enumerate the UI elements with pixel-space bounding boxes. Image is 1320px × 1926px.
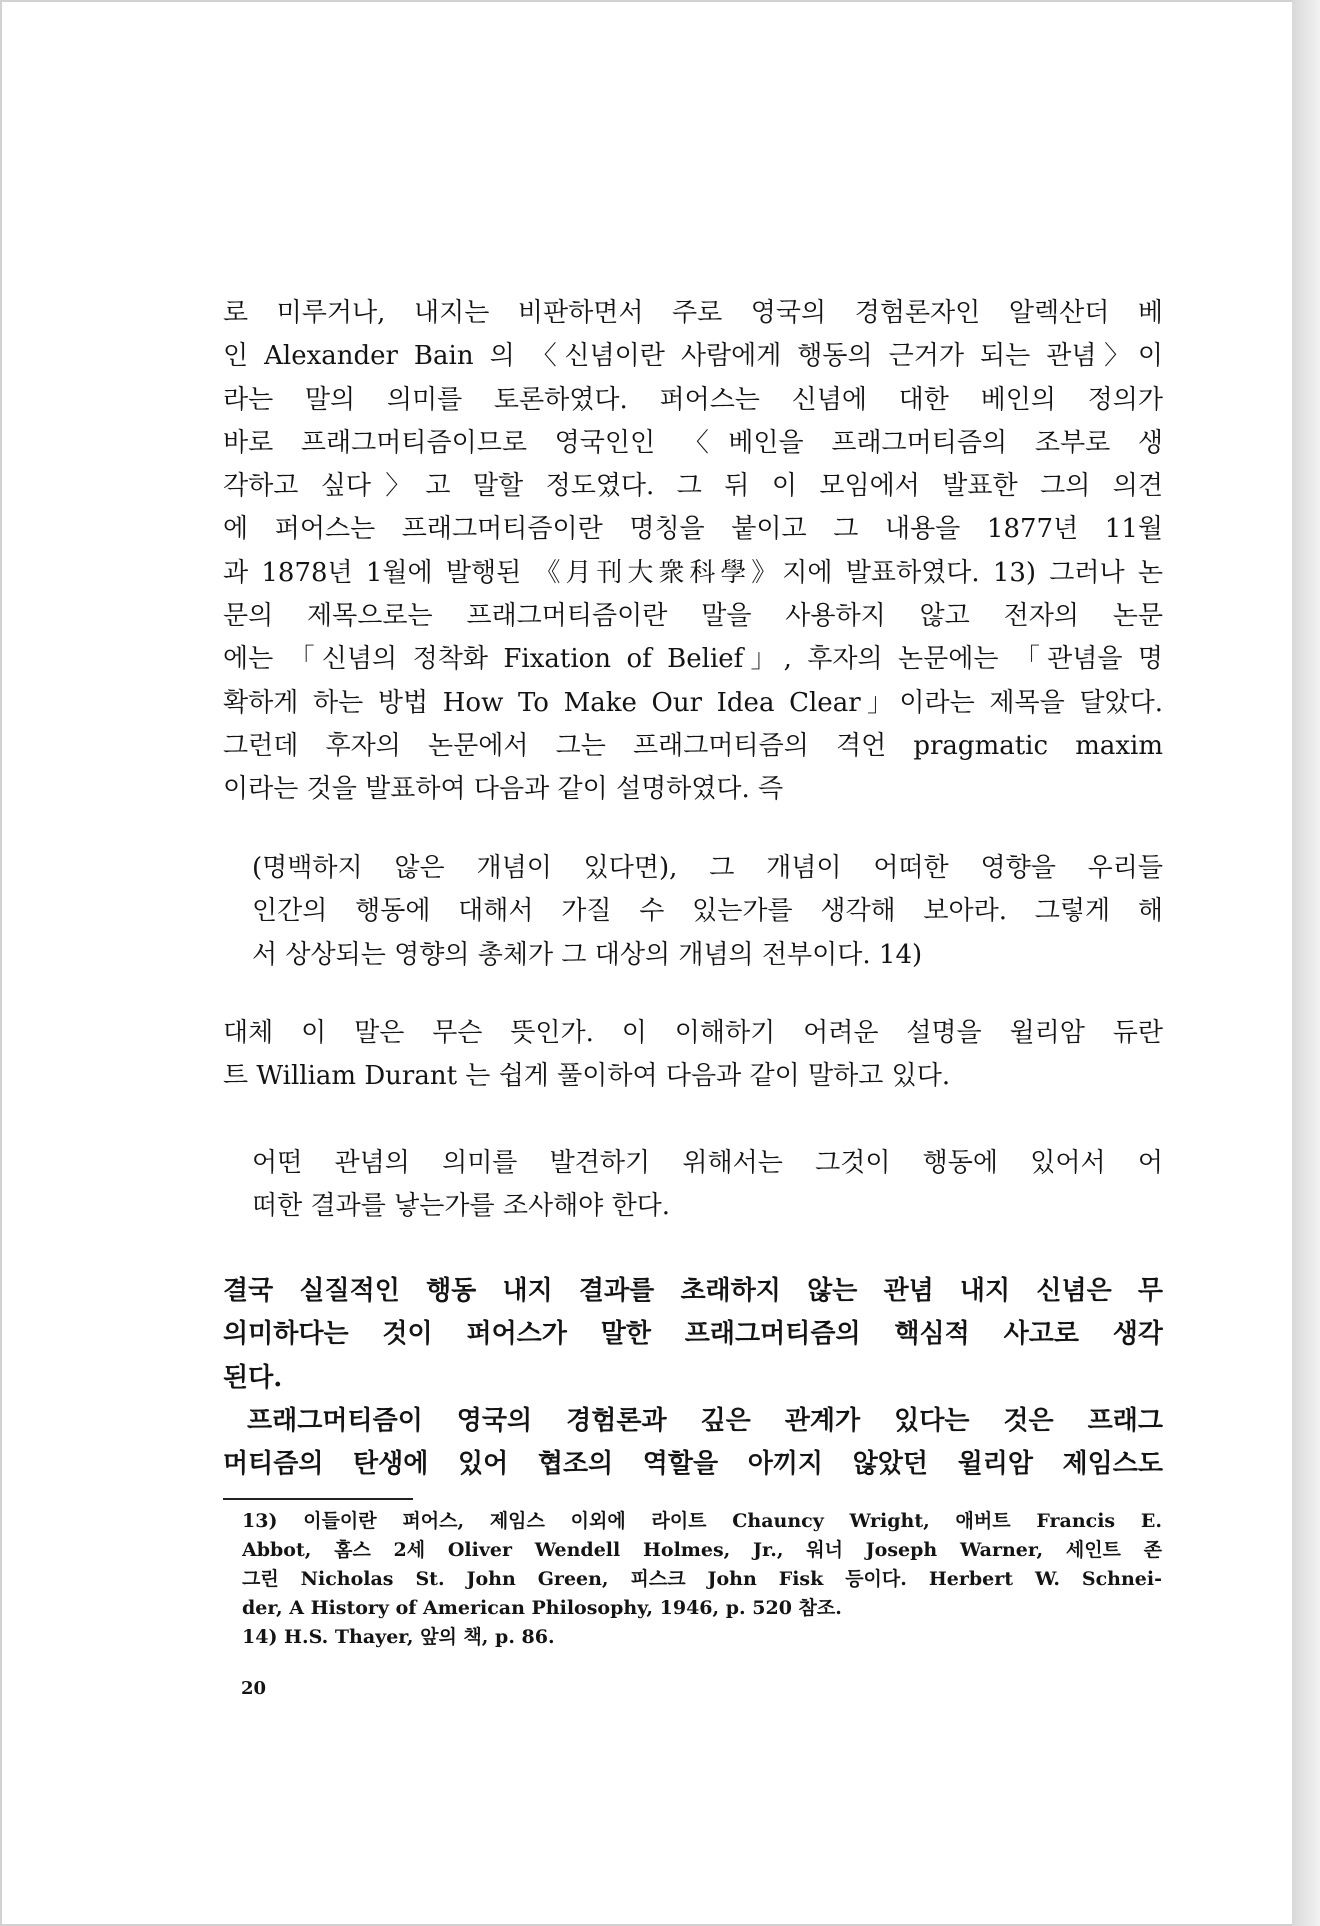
text-line: 의미하다는 것이 퍼어스가 말한 프래그머티즘의 핵심적 사고로 생각 xyxy=(223,1319,1163,1350)
text-line: 대체 이 말은 무슨 뜻인가. 이 이해하기 어려운 설명을 윌리암 듀란 xyxy=(223,1018,1163,1048)
text-line: 에 퍼어스는 프래그머티즘이란 명칭을 붙이고 그 내용을 1877년 11월 xyxy=(223,514,1163,545)
quote-line: 어떤 관념의 의미를 발견하기 위해서는 그것이 행동에 있어서 어 xyxy=(252,1148,1163,1178)
text-line: 과 1878년 1월에 발행된 《月刊大衆科學》지에 발표하였다. 13) 그러나 논 xyxy=(223,557,1163,588)
text-line: 라는 말의 의미를 토론하였다. 퍼어스는 신념에 대한 베인의 정의가 xyxy=(223,384,1163,415)
text-line: 확하게 하는 방법 How To Make Our Idea Clear」이라는 제목을 달았다. xyxy=(223,687,1163,718)
text-line: 인 Alexander Bain 의 〈신념이란 사람에게 행동의 근거가 되는 관념〉이 xyxy=(223,341,1163,372)
page-number: 20 xyxy=(241,1678,267,1699)
text-line: 된다. xyxy=(223,1362,283,1393)
footnote-line: 그린 Nicholas St. John Green, 피스크 John Fisk 등이다. Herbert W. Schnei- xyxy=(242,1568,1162,1590)
text-line: 트 William Durant 는 쉽게 풀이하여 다음과 같이 말하고 있다. xyxy=(223,1061,951,1092)
quote-line: 인간의 행동에 대해서 가질 수 있는가를 생각해 보아라. 그렇게 해 xyxy=(252,896,1163,927)
footnotes xyxy=(242,1507,1162,1652)
footnote-divider xyxy=(223,1498,413,1500)
quote-line: 떠한 결과를 낳는가를 조사해야 한다. xyxy=(252,1191,671,1222)
text-line: 에는 「신념의 정착화 Fixation of Belief」, 후자의 논문에는 「관념을 명 xyxy=(223,644,1163,675)
text-line: 결국 실질적인 행동 내지 결과를 초래하지 않는 관념 내지 신념은 무 xyxy=(223,1276,1163,1306)
footnote-line: 13) 이들이란 퍼어스, 제임스 이외에 라이트 Chauncy Wright, 애버트 Francis E. xyxy=(242,1510,1162,1532)
text-line: 로 미루거나, 내지는 비판하면서 주로 영국의 경험론자인 알렉산더 베 xyxy=(223,298,1163,328)
text-line: 바로 프래그머티즘이므로 영국인인 〈베인을 프래그머티즘의 조부로 생 xyxy=(223,427,1163,458)
quote-line: 서 상상되는 영향의 총체가 그 대상의 개념의 전부이다. 14) xyxy=(252,939,923,970)
block-quote-2 xyxy=(252,1142,1163,1229)
body-paragraph-2 xyxy=(223,1012,1163,1099)
body-paragraph-1 xyxy=(223,292,1163,812)
block-quote-1 xyxy=(252,847,1163,977)
text-line: 이라는 것을 발표하여 다음과 같이 설명하였다. 즉 xyxy=(223,774,784,805)
body-paragraph-3 xyxy=(223,1270,1163,1486)
page-edge-shadow xyxy=(1292,0,1320,1926)
footnote-line: 14) H.S. Thayer, 앞의 책, p. 86. xyxy=(242,1626,555,1648)
text-line: 프래그머티즘이 영국의 경험론과 깊은 관계가 있다는 것은 프래그 xyxy=(247,1405,1163,1436)
footnote-line: Abbot, 홈스 2세 Oliver Wendell Holmes, Jr., 워너 Joseph Warner, 세인트 존 xyxy=(242,1539,1162,1561)
text-line: 그런데 후자의 논문에서 그는 프래그머티즘의 격언 pragmatic maxim xyxy=(223,730,1163,761)
text-line: 문의 제목으로는 프래그머티즘이란 말을 사용하지 않고 전자의 논문 xyxy=(223,601,1163,632)
text-line: 각하고 싶다〉고 말할 정도였다. 그 뒤 이 모임에서 발표한 그의 의견 xyxy=(223,471,1163,502)
footnote-line: der, A History of American Philosophy, 1946, p. 520 참조. xyxy=(242,1597,842,1619)
text-line: 머티즘의 탄생에 있어 협조의 역할을 아끼지 않았던 윌리암 제임스도 xyxy=(223,1449,1163,1480)
quote-line: (명백하지 않은 개념이 있다면), 그 개념이 어떠한 영향을 우리들 xyxy=(252,853,1163,883)
